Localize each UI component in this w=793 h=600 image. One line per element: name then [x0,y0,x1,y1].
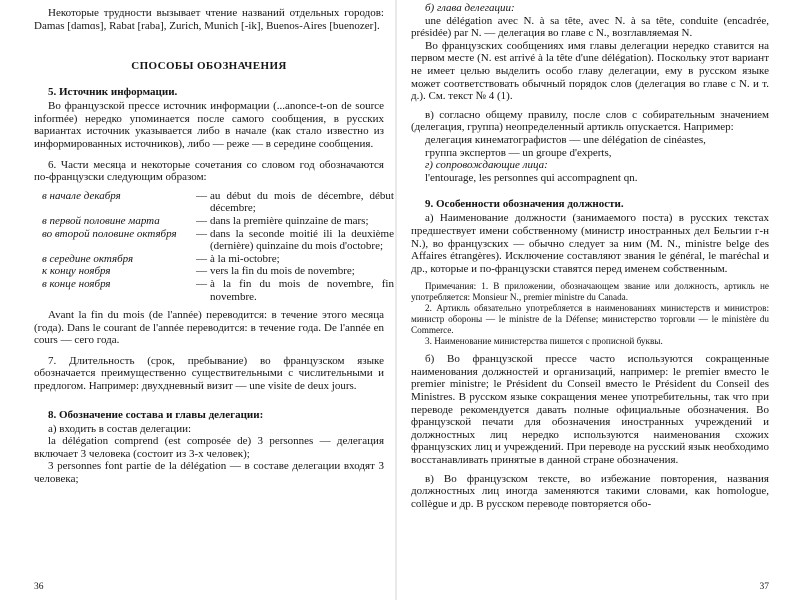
subsection-b-text: Во французских сообщениях имя главы делегации нередко ставится на первом месте (N. est arrivé à la tête d'une délégation). Поскольку этот вариант не имеет целью выделить особо главу делегации, ему в русском языке может соответствовать обычный порядок слов (делегация во главе с N. и т. д.). См. текст № 4 (1). [411,39,769,103]
section-6-after: Avant la fin du mois (de l'année) переводится: в течение этого месяца (года). Dans le courant de l'année переводится: в течение года. De l'année en cours — сего года. [34,309,384,347]
month-row [42,265,394,278]
page-number-left: 36 [34,582,44,592]
month-fr: à la mi-octobre; [210,252,280,265]
month-ru: во второй половине октября [42,227,177,240]
subsection-v-example-2: группа экспертов — un groupe d'experts, [425,146,612,159]
month-fr: vers la fin du mois de novembre; [210,265,355,278]
section-9-a: а) Наименование должности (занимаемого поста) в русских текстах предшествует имени собственному (министр иностранных дел Бельгии г-н N.), во французских — обычно следует за ним (M. N., ministre belge des Affaires étrangères). Исключение составляют звания le général, le maréchal и др., которые и по-французски ставятся перед именем собственным. [411,212,769,275]
month-dash: — [196,227,207,240]
section-9-b: б) Во французской прессе часто используются сокращенные наименования должностей и организаций, например: le premier вместо le premier ministre; le Président du Conseil вместо le Président du Conseil des Ministres. В русском языке сокращения менее употребительны, так что при переводе рекомендуется давать полные официальные обозначения. Во французской печати для обозначения иностранных учреждений и должностных лиц нередко используются наименования схожих французских лиц и учреждений. При переводе на русский язык необходимо восстанавливать принятые в данной стране обозначения. [411,353,769,467]
subsection-b-example: une délégation avec N. à sa tête, avec N. à sa tête, conduite (encadrée, présidée) par N. — делегация во главе с N., возглавляемая N. [411,14,769,40]
month-ru: к концу ноября [42,265,111,278]
notes-block [411,281,769,347]
section-6-text: 6. Части месяца и некоторые сочетания со словом год обозначаются по-французски следующим образом: [34,158,384,184]
month-row [42,253,394,266]
right-page [397,0,793,600]
section-5-text: Во французской прессе источник информации (...anonce-t-on de source informée) нередко упоминается после самого сообщения, в русских вариантах источник указывается либо в начале (как стало известно из информированных источников), либо — реже — в середине сообщения. [34,100,384,150]
note-item: Примечания: 1. В приложении, обозначающем звание или должность, артикль не употребляется: Monsieur N., premier ministre du Canada. [411,281,769,303]
note-item: 3. Наименование министерства пишется с прописной буквы. [425,336,663,347]
month-dash: — [196,277,207,290]
month-ru: в начале декабря [42,189,121,202]
intro-paragraph: Некоторые трудности вызывает чтение названий отдельных городов: Damas [damɑs], Rabat [raba], Zurich, Munich [-ik], Buenos-Aires [buenozer]. [34,7,384,32]
month-fr: dans la seconde moitié ili la deuxième (dernière) quinzaine du mois d'octobre; [210,227,394,253]
section-heading: СПОСОБЫ ОБОЗНАЧЕНИЯ [131,60,287,73]
month-ru: в конце ноября [42,277,111,290]
month-row [42,228,394,253]
month-parts-table [42,190,394,303]
month-row [42,278,394,303]
subsection-v-example-1: делегация кинематографистов — une délégation de cinéastes, [425,133,706,146]
month-row [42,215,394,228]
month-dash: — [196,189,207,202]
month-ru: в первой половине марта [42,214,160,227]
month-fr: à la fin du mois de novembre, fin novembre. [210,277,394,303]
subsection-g-example: l'entourage, les personnes qui accompagnent qn. [425,171,638,184]
subsection-v-text: в) согласно общему правилу, после слов с собирательным значением (делегация, группа) неопределенный артикль опускается. Например: [411,108,769,134]
month-dash: — [196,265,207,278]
section-9-v: в) Во французском тексте, во избежание повторения, названия должностных лиц иногда заменяются такими словами, как homologue, collègue и др. В русском переводе повторяется обо- [411,472,769,510]
section-8-title: 8. Обозначение состава и главы делегации: [48,408,264,421]
subsection-b-label: б) глава делегации: [425,2,515,14]
page-number-right: 37 [759,582,769,592]
section-5-title: 5. Источник информации. [48,86,178,99]
section-8-a: а) входить в состав делегации: [48,422,192,435]
note-item: 2. Артикль обязательно употребляется в наименованиях министерств и министров: министр обороны — le ministre de la Défense; министерство торговли — le ministère du Commerce. [411,303,769,336]
section-8-example-2: 3 personnes font partie de la délégation — в составе делегации входят 3 человека; [34,460,384,486]
section-9-title: 9. Особенности обозначения должности. [425,198,624,211]
month-fr: dans la première quinzaine de mars; [210,214,369,227]
subsection-g-label: г) сопровождающие лица: [425,159,548,172]
section-7-text: 7. Длительность (срок, пребывание) во французском языке обозначается преимущественно существительными с числительными и предлогом. Например: двухдневный визит — une visite de deux jours. [34,354,384,393]
month-dash: — [196,252,207,265]
month-dash: — [196,214,207,227]
month-ru: в середине октября [42,252,134,265]
month-row [42,190,394,215]
month-fr: au début du mois de décembre, début décembre; [210,189,394,215]
left-page [0,0,396,600]
section-8-example-1: la délégation comprend (est composée de) 3 personnes — делегация включает 3 человека (состоит из 3-х человек); [34,435,384,460]
